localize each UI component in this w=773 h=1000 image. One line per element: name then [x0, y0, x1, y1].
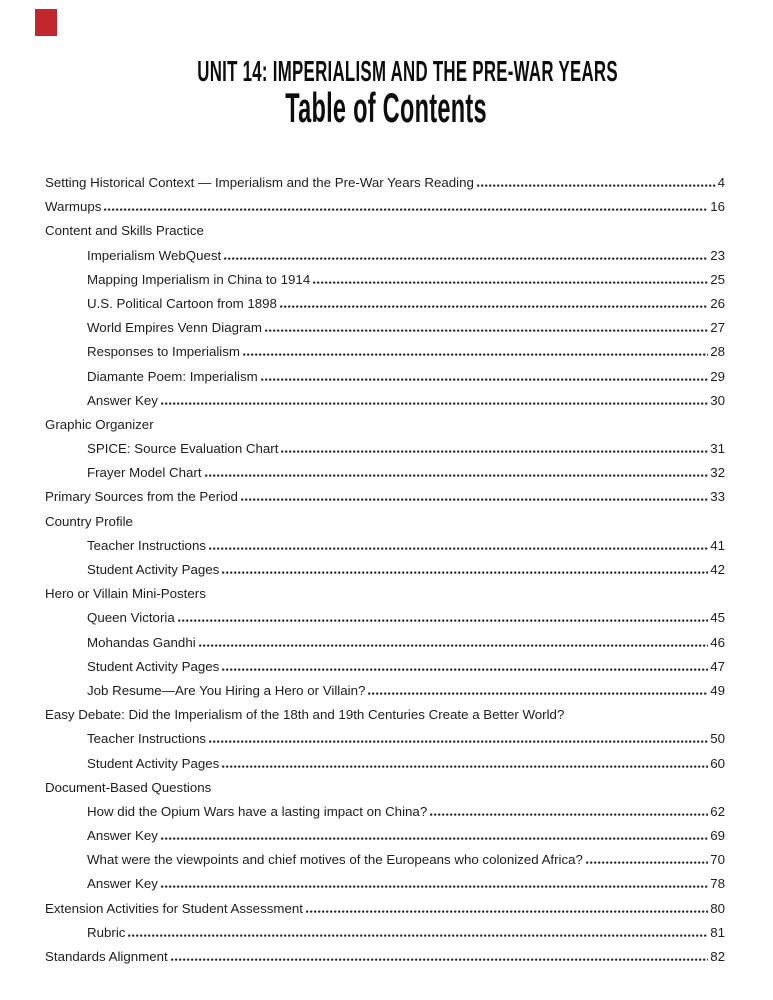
- document-header: [45, 56, 728, 131]
- toc-entry-page: 42: [710, 562, 725, 577]
- dot-leader: [586, 861, 708, 864]
- toc-row: [45, 365, 725, 389]
- toc-entry-label: Frayer Model Chart: [87, 465, 202, 481]
- toc-row: [45, 606, 725, 630]
- toc-entry-page: 16: [710, 199, 725, 215]
- toc-entry-label: How did the Opium Wars have a lasting impact on China?: [87, 803, 428, 819]
- toc-title: Table of Contents: [285, 84, 488, 131]
- toc-row: [45, 752, 725, 776]
- toc-entry-label: Diamante Poem: Imperialism: [87, 368, 258, 384]
- toc-row: [45, 655, 725, 679]
- dot-leader: [161, 837, 708, 840]
- dot-leader: [430, 813, 708, 816]
- toc-entry-label: Mapping Imperialism in China to 1914: [87, 271, 311, 287]
- toc-entry-label: World Empires Venn Diagram: [87, 320, 262, 336]
- toc-entry-label: SPICE: Source Evaluation Chart: [87, 441, 279, 457]
- toc-row: [45, 268, 725, 292]
- toc-entry-label: What were the viewpoints and chief motives of the Europeans who colonized Africa?: [87, 852, 583, 868]
- toc-row: [45, 800, 725, 824]
- toc-entry-label: Teacher Instructions: [87, 537, 206, 553]
- toc-row: [45, 292, 725, 316]
- toc-entry-page: 60: [710, 755, 725, 771]
- toc-entry-page: 62: [710, 803, 725, 819]
- dot-leader: [209, 547, 708, 550]
- dot-leader: [261, 378, 709, 381]
- dot-leader: [306, 910, 708, 913]
- dot-leader: [224, 257, 708, 260]
- toc-row: [45, 703, 725, 727]
- dot-leader: [222, 765, 708, 768]
- toc-row: [45, 727, 725, 751]
- toc-entry-label: Student Activity Pages: [87, 658, 220, 674]
- toc-entry-page: 82: [710, 949, 725, 964]
- toc-row: [45, 461, 725, 485]
- toc-row: [45, 824, 725, 848]
- toc-list: [45, 171, 725, 969]
- toc-row: [45, 389, 725, 413]
- toc-row: [45, 897, 725, 921]
- dot-leader: [205, 474, 709, 477]
- toc-row: [45, 872, 725, 896]
- toc-entry-label: Content and Skills Practice: [45, 223, 204, 239]
- dot-leader: [243, 353, 708, 356]
- toc-entry-page: 29: [710, 368, 725, 384]
- toc-entry-label: U.S. Political Cartoon from 1898: [87, 295, 277, 311]
- toc-entry-label: Student Activity Pages: [87, 562, 220, 577]
- toc-row: [45, 558, 725, 582]
- toc-entry-page: 41: [710, 537, 725, 553]
- toc-entry-page: 69: [710, 828, 725, 844]
- toc-entry-page: 45: [710, 610, 725, 626]
- dot-leader: [161, 402, 708, 405]
- toc-entry-label: Queen Victoria: [87, 610, 175, 626]
- toc-row: [45, 171, 725, 195]
- toc-row: [45, 848, 725, 872]
- toc-entry-page: 81: [710, 924, 725, 940]
- dot-leader: [222, 668, 708, 671]
- toc-entry-label: Hero or Villain Mini-Posters: [45, 586, 206, 602]
- toc-row: [45, 921, 725, 945]
- toc-title-line: [45, 84, 728, 131]
- toc-row: [45, 437, 725, 461]
- toc-entry-label: Document-Based Questions: [45, 779, 212, 795]
- toc-row: [45, 195, 725, 219]
- toc-entry-label: Answer Key: [87, 392, 158, 408]
- toc-row: [45, 244, 725, 268]
- toc-entry-page: 4: [717, 175, 725, 190]
- toc-row: [45, 679, 725, 703]
- toc-row: [45, 631, 725, 655]
- dot-leader: [128, 934, 708, 937]
- toc-entry-label: Easy Debate: Did the Imperialism of the 18th and 19th Centuries Create a Better World?: [45, 707, 565, 723]
- toc-row: [45, 945, 725, 969]
- toc-entry-label: Primary Sources from the Period: [45, 489, 238, 505]
- toc-row: [45, 534, 725, 558]
- toc-entry-label: Standards Alignment: [45, 949, 168, 964]
- toc-entry-page: 26: [710, 295, 725, 311]
- toc-entry-label: Extension Activities for Student Assessment: [45, 900, 303, 916]
- toc-entry-page: 50: [710, 731, 725, 747]
- toc-entry-label: Setting Historical Context — Imperialism and the Pre-War Years Reading: [45, 175, 474, 190]
- toc-entry-page: 49: [710, 682, 725, 698]
- dot-leader: [280, 305, 708, 308]
- toc-entry-page: 70: [710, 852, 725, 868]
- toc-row: [45, 485, 725, 509]
- toc-entry-page: 33: [710, 489, 725, 505]
- toc-entry-page: 28: [710, 344, 725, 360]
- toc-row: [45, 340, 725, 364]
- dot-leader: [171, 958, 708, 961]
- toc-row: [45, 316, 725, 340]
- toc-entry-label: Responses to Imperialism: [87, 344, 240, 360]
- toc-entry-page: 27: [710, 320, 725, 336]
- dot-leader: [281, 450, 708, 453]
- toc-row: [45, 582, 725, 606]
- dot-leader: [104, 208, 708, 211]
- dot-leader: [178, 619, 708, 622]
- dot-leader: [209, 740, 708, 743]
- toc-entry-label: Warmups: [45, 199, 102, 215]
- toc-entry-page: 25: [710, 271, 725, 287]
- dot-leader: [199, 644, 709, 647]
- toc-entry-label: Mohandas Gandhi: [87, 634, 196, 650]
- toc-row: [45, 219, 725, 243]
- dot-leader: [265, 329, 708, 332]
- toc-entry-label: Student Activity Pages: [87, 755, 220, 771]
- dot-leader: [368, 692, 708, 695]
- toc-entry-label: Imperialism WebQuest: [87, 247, 222, 263]
- dot-leader: [313, 281, 708, 284]
- toc-entry-page: 32: [710, 465, 725, 481]
- toc-entry-label: Job Resume—Are You Hiring a Hero or Villain?: [87, 682, 366, 698]
- toc-row: [45, 776, 725, 800]
- dot-leader: [161, 885, 708, 888]
- toc-entry-page: 80: [710, 900, 725, 916]
- dot-leader: [222, 571, 708, 574]
- toc-entry-label: Answer Key: [87, 876, 158, 892]
- toc-entry-label: Graphic Organizer: [45, 416, 154, 432]
- dot-leader: [477, 184, 716, 187]
- toc-row: [45, 413, 725, 437]
- toc-entry-page: 46: [710, 634, 725, 650]
- toc-entry-page: 47: [710, 658, 725, 674]
- toc-entry-page: 23: [710, 247, 725, 263]
- toc-entry-label: Answer Key: [87, 828, 158, 844]
- toc-entry-page: 30: [710, 392, 725, 408]
- dot-leader: [241, 498, 708, 501]
- toc-row: [45, 510, 725, 534]
- toc-entry-page: 31: [710, 441, 725, 457]
- toc-entry-label: Rubric: [87, 924, 126, 940]
- toc-entry-label: Country Profile: [45, 513, 133, 529]
- toc-entry-label: Teacher Instructions: [87, 731, 206, 747]
- toc-entry-page: 78: [710, 876, 725, 892]
- corner-red-mark: [35, 9, 57, 36]
- unit-title: UNIT 14: IMPERIALISM AND THE PRE-WAR YEARS: [197, 56, 618, 88]
